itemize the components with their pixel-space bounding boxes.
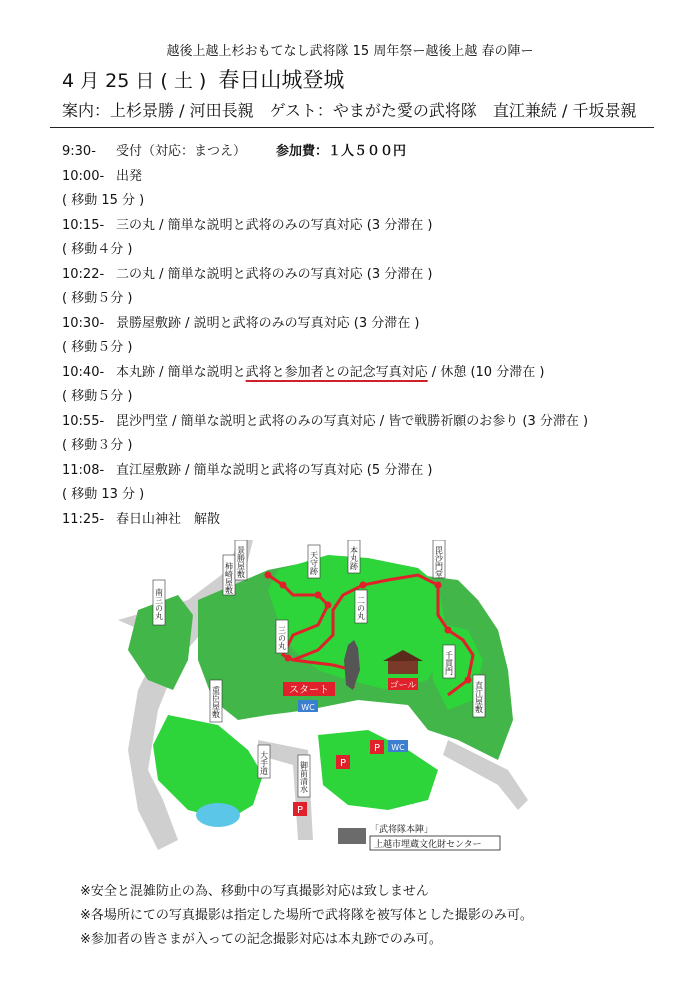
schedule-text: 二の丸 / 簡単な説明と武将のみの写真対応 (3 分滞在 )	[116, 266, 433, 282]
move-row: ( 移動 13 分 )	[62, 487, 145, 502]
notes	[80, 880, 533, 952]
schedule-time: 11:08-	[62, 462, 105, 478]
label-minami-sannomaru: 南三の丸	[154, 588, 164, 620]
schedule-time: 10:40-	[62, 364, 105, 380]
divider	[50, 127, 654, 128]
schedule-text: 毘沙門堂 / 簡単な説明と武将のみの写真対応 / 皆で戦勝祈願のお参り (3 分滞在 )	[116, 413, 589, 429]
label-tanaka: 重臣屋敷	[211, 686, 221, 718]
page-title: 春日山城登城	[218, 68, 345, 92]
event-title: 越後上越上杉おもてなし武将隊 15 周年祭ー越後上越 春の陣ー	[166, 44, 534, 59]
schedule-row	[62, 459, 672, 484]
svg-text:P: P	[339, 758, 347, 769]
schedule-text: 出発	[116, 168, 143, 184]
move-row: ( 移動５分 )	[62, 389, 133, 404]
schedule-time: 10:55-	[62, 413, 105, 429]
schedule-text: 直江屋敷跡 / 簡単な説明と武将の写真対応 (5 分滞在 )	[116, 462, 433, 478]
schedule-text: / 休憩 (10 分滞在 )	[427, 364, 545, 380]
label-gozen: 御前清水	[299, 761, 309, 793]
schedule-text: 本丸跡 / 簡単な説明と	[116, 364, 246, 380]
label-tenshu: 天守跡	[309, 551, 319, 575]
note: ※各場所にての写真撮影は指定した場所で武将隊を被写体とした撮影のみ可。	[80, 908, 533, 923]
center-label: 上越市埋蔵文化財センター	[374, 840, 482, 850]
label-naoe: 直江屋敷	[474, 681, 484, 713]
schedule-time: 10:22-	[62, 266, 105, 282]
event-date: 4 月 25 日 ( 土 )	[62, 70, 207, 92]
schedule-row	[62, 312, 672, 337]
label-bishamon: 毘沙門堂	[434, 546, 444, 578]
schedule-row	[62, 508, 672, 533]
schedule-time: 10:30-	[62, 315, 105, 331]
label-kakizaki: 柿崎屋敷	[224, 562, 234, 594]
svg-text:WC: WC	[391, 743, 405, 752]
move-row: ( 移動５分 )	[62, 291, 133, 306]
label-senkan: 千貫門	[444, 651, 454, 675]
guide-line: 案内：上杉景勝 / 河田長親 ゲスト：やまがた愛の武将隊 直江兼続 / 千坂景親	[62, 101, 637, 120]
svg-text:P: P	[373, 743, 381, 754]
note: ※安全と混雑防止の為、移動中の写真撮影対応は致しません	[80, 884, 429, 899]
label-sannomaru: 三の丸	[277, 626, 287, 650]
schedule-row	[62, 263, 672, 288]
schedule-row	[62, 410, 672, 435]
schedule-time: 11:25-	[62, 511, 105, 527]
note: ※参加者の皆さまが入っての記念撮影対応は本丸跡でのみ可。	[80, 932, 442, 947]
svg-text:WC: WC	[301, 703, 315, 712]
schedule-time: 9:30-	[62, 144, 96, 159]
move-row: ( 移動５分 )	[62, 340, 133, 355]
schedule-text: 受付（対応：まつえ）	[116, 144, 247, 159]
schedule-time: 10:00-	[62, 168, 105, 184]
start-label: スタート	[289, 685, 329, 696]
schedule-row	[62, 165, 672, 190]
move-row: ( 移動 15 分 )	[62, 193, 145, 208]
shrine-icon	[388, 660, 418, 674]
label-ninomaru: 二の丸	[356, 596, 366, 620]
schedule-row	[62, 214, 672, 239]
svg-text:P: P	[296, 805, 304, 816]
building-icon	[338, 828, 366, 844]
goal-label: ゴール	[389, 681, 417, 691]
schedule-row	[62, 140, 672, 165]
schedule-text: 景勝屋敷跡 / 説明と武将のみの写真対応 (3 分滞在 )	[116, 315, 420, 331]
bright-green-area	[153, 715, 263, 820]
schedule-time: 10:15-	[62, 217, 105, 233]
fee: 参加費：１人５００円	[276, 144, 407, 159]
schedule-row	[62, 361, 672, 386]
label-honmaru: 本丸跡	[349, 546, 359, 570]
move-row: ( 移動４分 )	[62, 242, 133, 257]
pond	[196, 803, 240, 827]
move-row: ( 移動３分 )	[62, 438, 133, 453]
schedule-text: 三の丸 / 簡単な説明と武将のみの写真対応 (3 分滞在 )	[116, 217, 433, 233]
label-kagekatsu: 景勝屋敷	[236, 546, 246, 578]
label-otemichi: 大手道	[259, 751, 269, 775]
schedule	[62, 140, 672, 532]
date-title-line	[62, 64, 344, 94]
highlighted-text: 武将と参加者との記念写真対応	[245, 364, 428, 380]
schedule-text: 春日山神社 解散	[116, 511, 221, 527]
castle-map	[118, 540, 528, 856]
center-name: 「武将隊本陣」	[370, 825, 434, 835]
